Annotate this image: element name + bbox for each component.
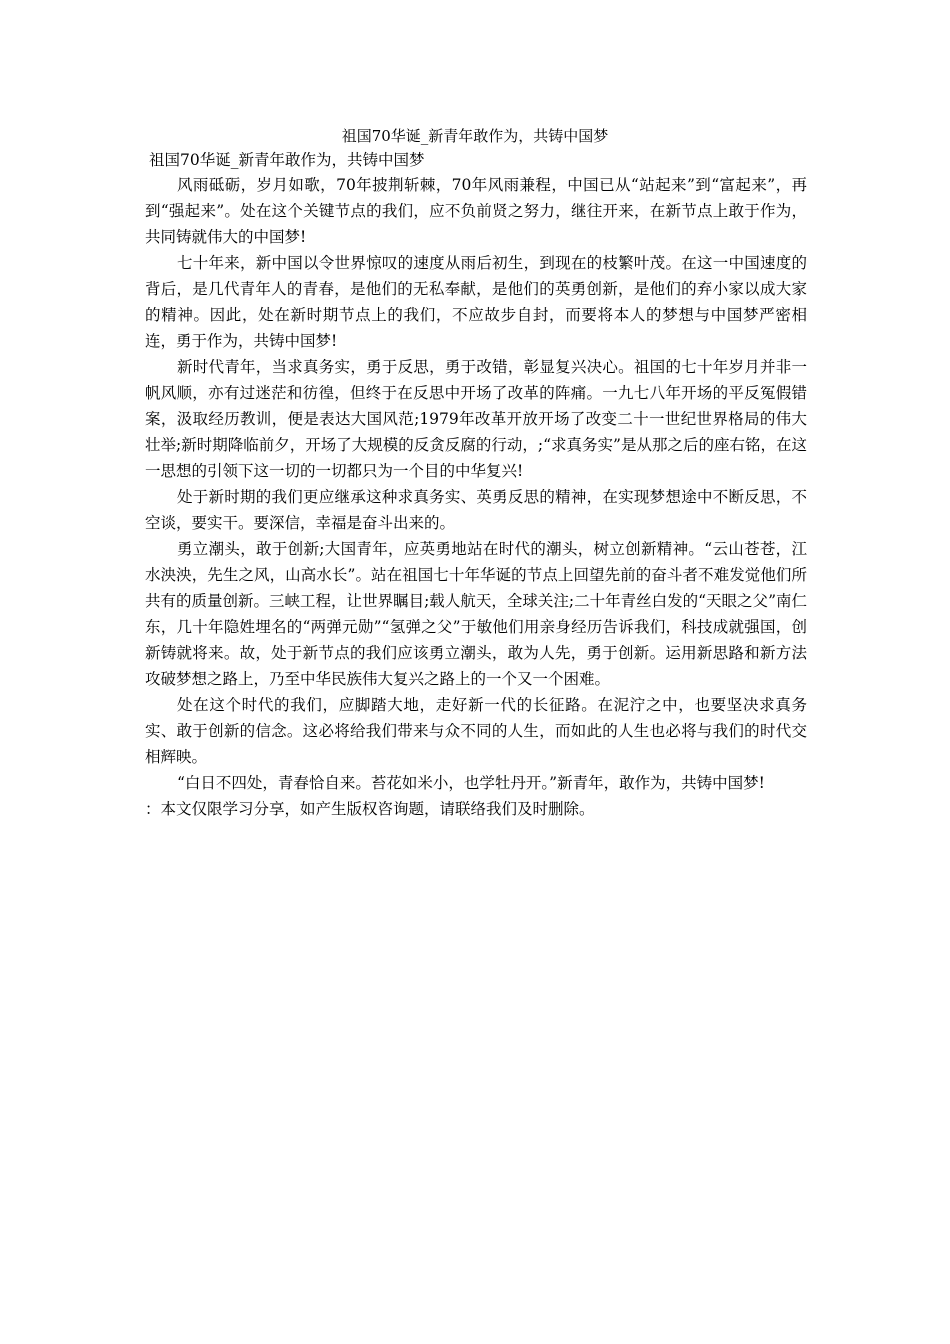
paragraph-7: “白日不四处，青春恰自来。苔花如米小，也学牡丹开。”新青年，敢作为，共铸中国梦! (177, 774, 765, 792)
paragraph-3: 新时代青年，当求真务实，勇于反思，勇于改错，彰显复兴决心。祖国的七十年岁月并非一帆风顺，亦有过迷茫和彷徨，但终于在反思中开场了改革的阵痛。一九七八年开场的平反冤假错案，汲取经历教训，便是表达大国风范;1979年改革开放开场了改变二十一世纪世界格局的伟大壮举;新时期降临前夕，开场了大规模的反贪反腐的行动，;“求真务实”是从那之后的座右铭，在这一思想的引领下这一切的一切都只为一个目的中华复兴! (145, 358, 807, 480)
paragraph-5: 勇立潮头，敢于创新;大国青年，应英勇地站在时代的潮头，树立创新精神。“云山苍苍，江水泱泱，先生之风，山高水长”。站在祖国七十年华诞的节点上回望先前的奋斗者不难发觉他们所共有的质量创新。三峡工程，让世界瞩目;载人航天，全球关注;二十年青丝白发的“天眼之父”南仁东，几十年隐姓埋名的“两弹元勋”“氢弹之父”于敏他们用亲身经历告诉我们，科技成就强国，创新铸就将来。故，处于新节点的我们应该勇立潮头，敢为人先，勇于创新。运用新思路和新方法攻破梦想之路上，乃至中华民族伟大复兴之路上的一个又一个困难。 (145, 540, 807, 688)
document-subtitle: 祖国70华诞_新青年敢作为，共铸中国梦 (149, 151, 425, 169)
copyright-note: ：本文仅限学习分享，如产生版权咨询题，请联络我们及时删除。 (145, 800, 595, 818)
paragraph-4: 处于新时期的我们更应继承这种求真务实、英勇反思的精神，在实现梦想途中不断反思，不空谈，要实干。要深信，幸福是奋斗出来的。 (145, 488, 807, 532)
document-body (145, 148, 807, 822)
paragraph-2: 七十年来，新中国以令世界惊叹的速度从雨后初生，到现在的枝繁叶茂。在这一中国速度的背后，是几代青年人的青春，是他们的无私奉献，是他们的英勇创新，是他们的弃小家以成大家的精神。因此，处在新时期节点上的我们，不应故步自封，而要将本人的梦想与中国梦严密相连，勇于作为，共铸中国梦! (145, 254, 807, 350)
document-title: 祖国70华诞_新青年敢作为，共铸中国梦 (341, 127, 609, 145)
paragraph-6: 处在这个时代的我们，应脚踏大地，走好新一代的长征路。在泥泞之中，也要坚决求真务实、敢于创新的信念。这必将给我们带来与众不同的人生，而如此的人生也必将与我们的时代交相辉映。 (145, 696, 807, 766)
paragraph-1: 风雨砥砺，岁月如歌，70年披荆斩棘，70年风雨兼程，中国已从“站起来”到“富起来”，再到“强起来”。处在这个关键节点的我们，应不负前贤之努力，继往开来，在新节点上敢于作为，共同铸就伟大的中国梦! (145, 176, 807, 246)
